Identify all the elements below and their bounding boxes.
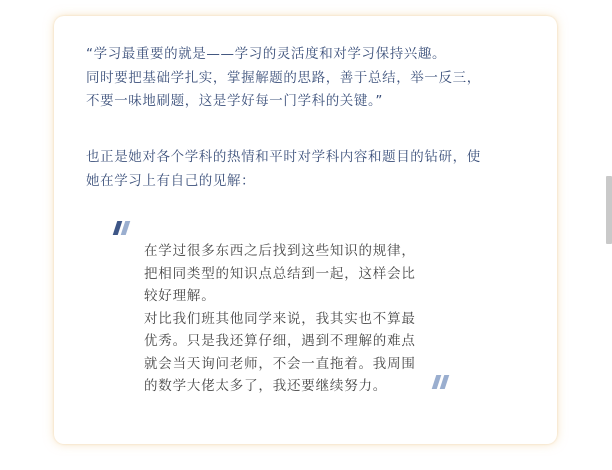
text-line: 也正是她对各个学科的热情和平时对学科内容和题目的钻研，使	[86, 149, 481, 165]
quote-text	[144, 240, 464, 398]
quote-line: 在学过很多东西之后找到这些知识的规律，	[144, 243, 416, 259]
quote-line: 对比我们班其他同学来说，我其实也不算最	[144, 310, 416, 327]
quote-line: 较好理解。	[144, 288, 216, 304]
quote-line: 就会当天询问老师，不会一直拖着。我周围	[144, 355, 416, 372]
scrollbar-thumb[interactable]	[606, 176, 612, 244]
quote-line: 的数学大佬太多了，我还要继续努力。	[144, 378, 388, 394]
text-line: 她在学习上有自己的见解：	[86, 172, 256, 189]
quote-close-icon	[431, 375, 453, 391]
text-line: 不要一味地刷题，这是学好每一门学科的关键。”	[86, 93, 383, 109]
blockquote	[108, 218, 458, 393]
quote-open-icon	[112, 221, 134, 237]
text-line: “学习最重要的就是——学习的灵活度和对学习保持兴趣。	[86, 46, 447, 62]
intro-paragraph	[86, 43, 546, 114]
quote-line: 把相同类型的知识点总结到一起，这样会比	[144, 265, 416, 282]
second-paragraph	[86, 146, 546, 193]
quote-line: 优秀。只是我还算仔细，遇到不理解的难点	[144, 333, 416, 349]
text-line: 同时要把基础学扎实，掌握解题的思路，善于总结，举一反三，	[86, 69, 481, 86]
